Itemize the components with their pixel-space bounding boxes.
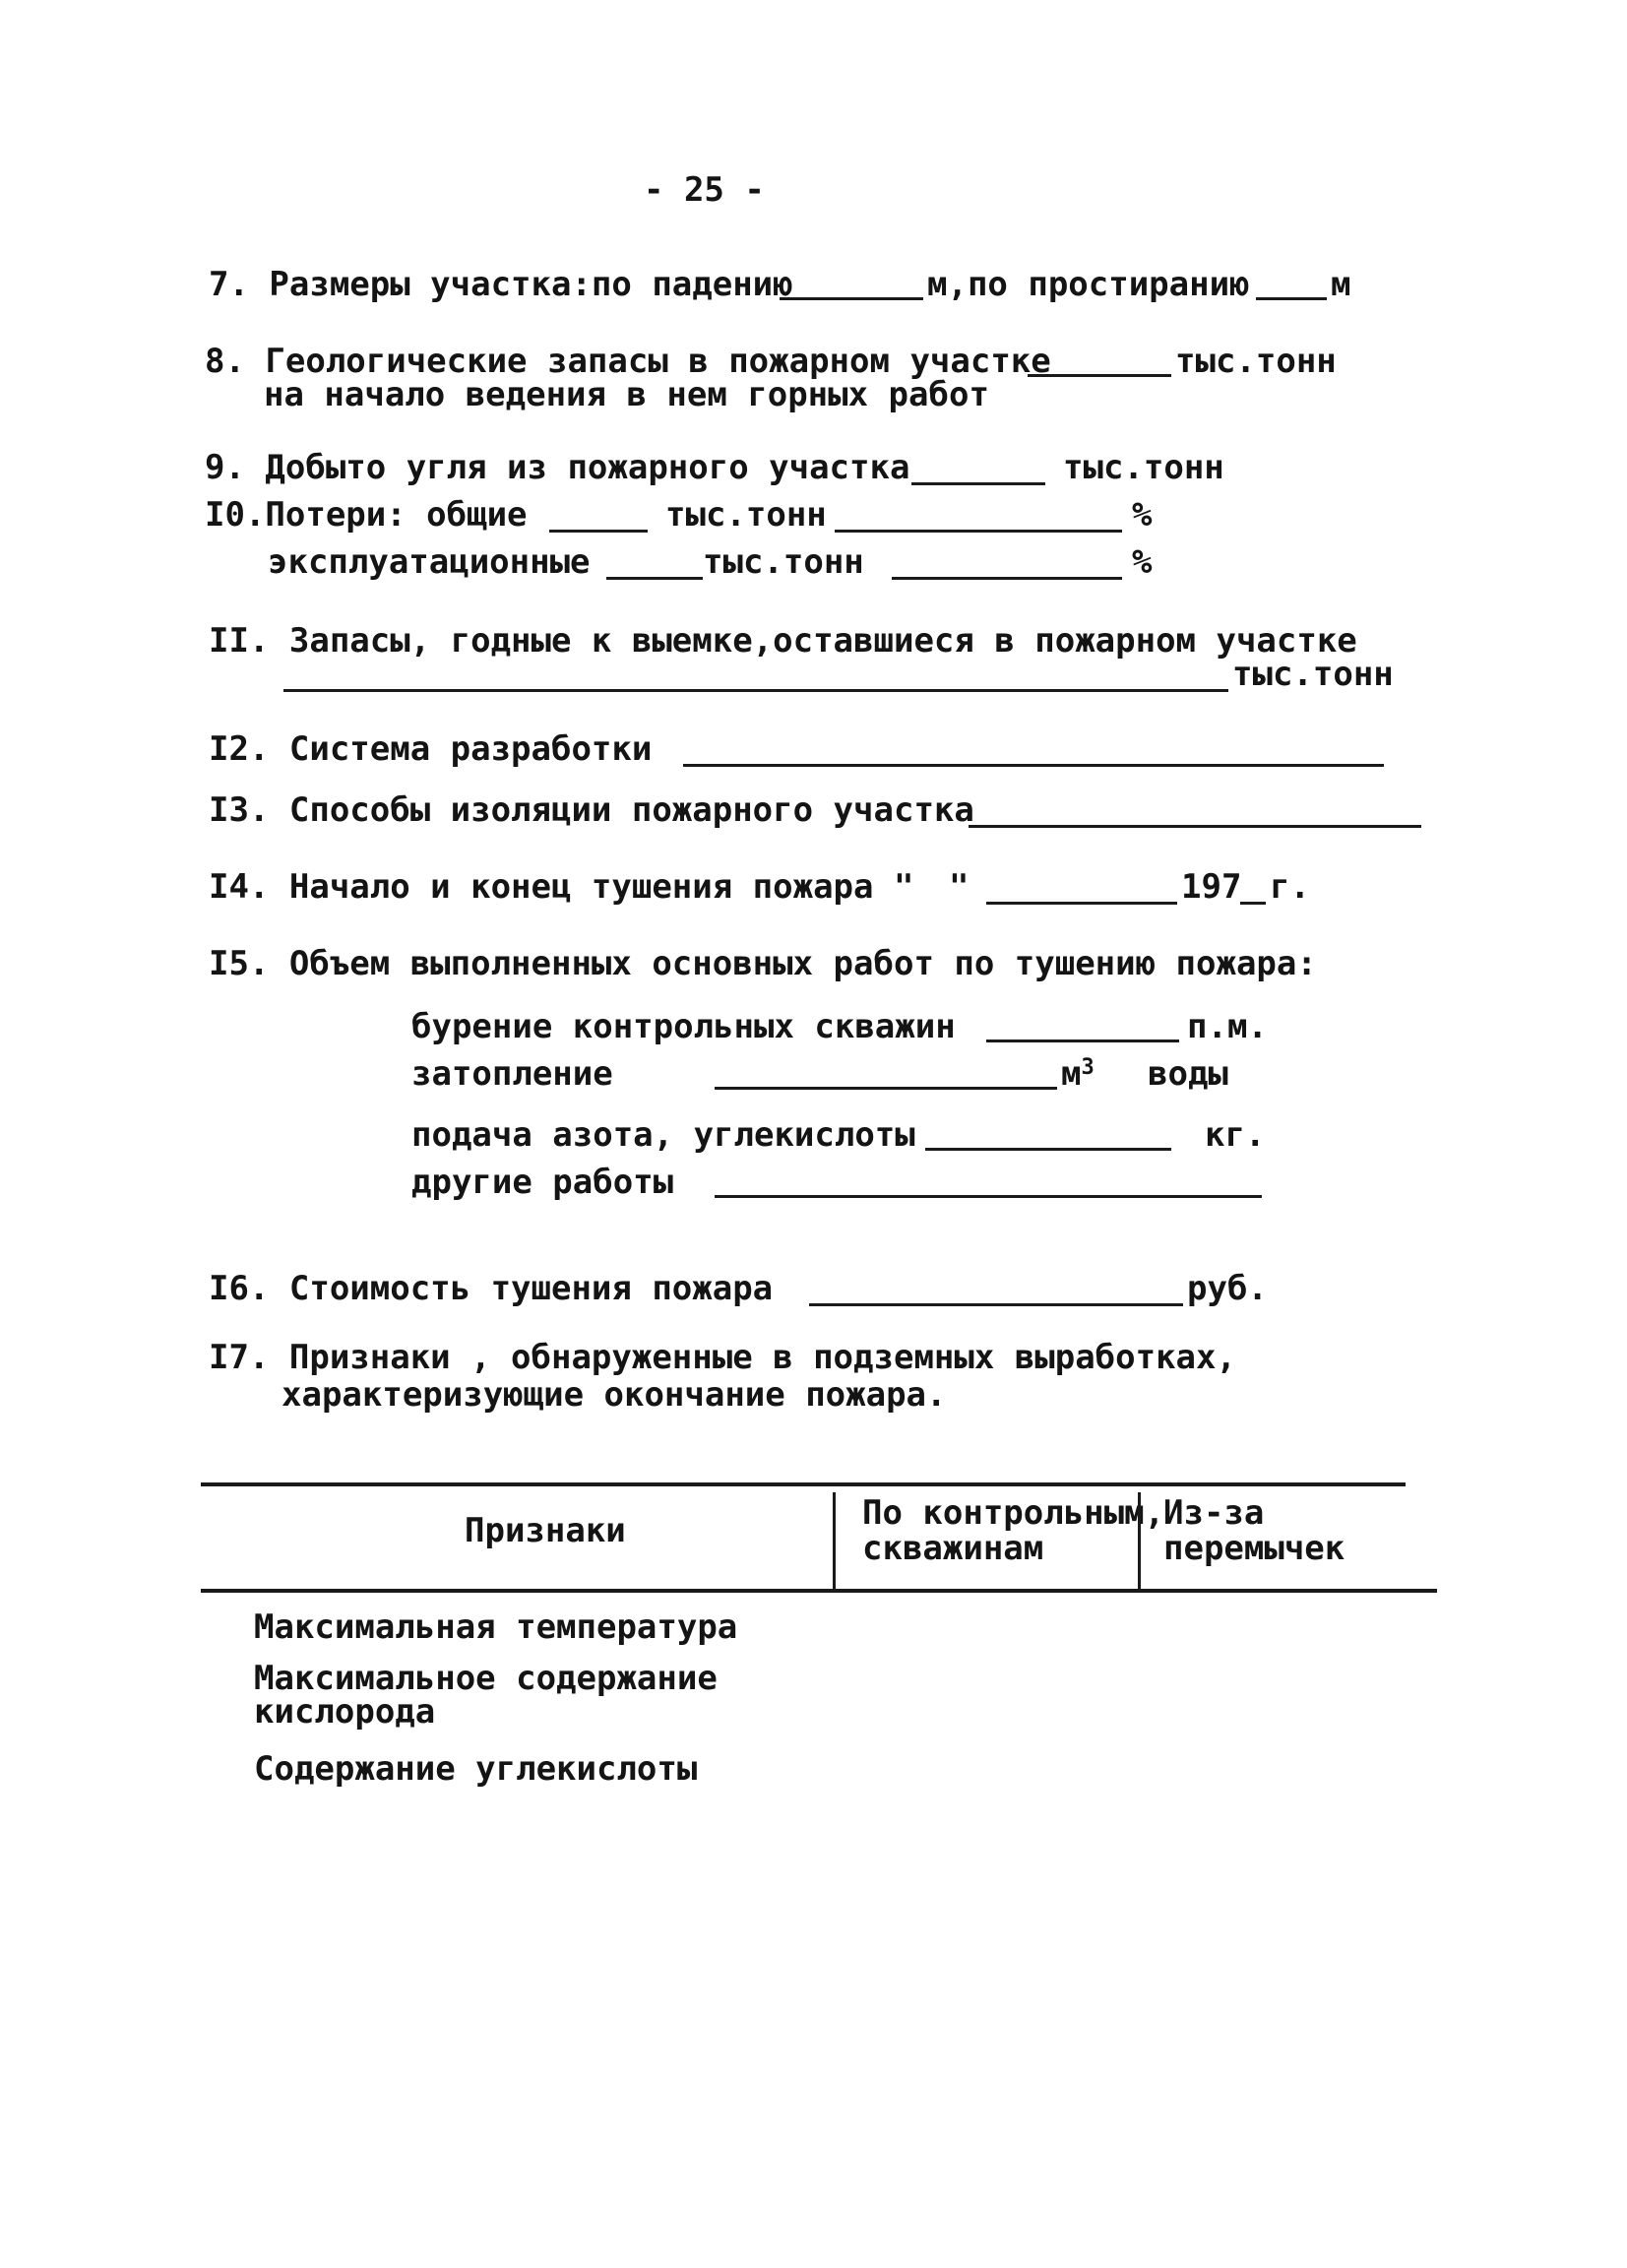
item-15-flooding-unit-m: м (1061, 1054, 1082, 1094)
item-8-unit: тыс.тонн (1175, 342, 1337, 381)
page-number: - 25 - (644, 170, 765, 210)
table-row-continued: кислорода (254, 1692, 436, 1732)
item-10-total-unit: тыс.тонн (665, 495, 827, 535)
item-10-operational-label: эксплуатационные (268, 542, 591, 582)
item-15-flooding-unit-exp: 3 (1081, 1055, 1095, 1080)
item-16-label: I6. Стоимость тушения пожара (209, 1269, 774, 1308)
table-header-jumpers-line-1: Из-за (1163, 1493, 1265, 1533)
item-12-label: I2. Система разработки (209, 729, 653, 769)
item-17-line-1: I7. Признаки , обнаруженные в подземных выработках, (209, 1338, 1236, 1377)
item-14-label: I4. Начало и конец тушения пожара " (209, 867, 914, 907)
table-row: Максимальная температура (254, 1607, 738, 1647)
item-9-label: 9. Добыто угля из пожарного участка (205, 448, 910, 487)
item-15-drilling-unit: п.м. (1187, 1007, 1268, 1046)
table-header-signs: Признаки (465, 1511, 626, 1550)
item-14-close-quote: " (949, 867, 970, 907)
table-col-divider-2 (1138, 1492, 1141, 1591)
item-15-gas-label: подача азота, углекислоты (411, 1115, 915, 1155)
item-14-year: 197 (1181, 867, 1242, 907)
item-10-operational-blank (606, 577, 703, 580)
item-15-other-label: другие работы (411, 1163, 674, 1202)
table-row: Содержание углекислоты (254, 1749, 698, 1789)
table-top-rule (201, 1482, 1406, 1486)
item-15-flooding-label: затопление (411, 1054, 613, 1094)
item-11-unit: тыс.тонн (1232, 655, 1394, 694)
item-11-label: II. Запасы, годные к выемке,оставшиеся в пожарном участке (209, 621, 1357, 661)
item-11-blank (283, 689, 1228, 692)
item-10-label: I0.Потери: общие (205, 495, 528, 535)
item-15-drilling-label: бурение контрольных скважин (411, 1007, 956, 1046)
item-7-strike-blank (1256, 297, 1327, 300)
table-header-jumpers-line-2: перемычек (1163, 1529, 1345, 1568)
item-17-line-2: характеризующие окончание пожара. (282, 1375, 947, 1415)
item-10-operational-pct-blank (892, 577, 1122, 580)
item-14-blank (986, 902, 1177, 905)
item-10-total-pct-blank (835, 530, 1122, 533)
item-15-gas-blank (925, 1148, 1171, 1151)
item-9-unit: тыс.тонн (1063, 448, 1224, 487)
item-7-unit-m: м (1331, 265, 1351, 304)
item-15-other-blank (715, 1195, 1262, 1198)
item-13-blank (969, 825, 1421, 828)
item-12-blank (683, 764, 1384, 767)
item-13-label: I3. Способы изоляции пожарного участка (209, 790, 974, 830)
item-16-unit: руб. (1187, 1269, 1268, 1308)
table-col-divider-1 (833, 1492, 836, 1591)
item-7-label: 7. Размеры участка:по падению (209, 265, 793, 304)
item-10-operational-pct: % (1132, 542, 1153, 582)
item-10-total-pct: % (1132, 495, 1153, 535)
item-14-year-unit: г. (1270, 867, 1310, 907)
item-14-year-blank (1240, 902, 1266, 905)
item-15-drilling-blank (986, 1040, 1179, 1042)
item-15-gas-unit: кг. (1205, 1115, 1266, 1155)
table-header-wells-line-1: По контрольным, (862, 1493, 1165, 1533)
item-9-blank (911, 482, 1045, 485)
item-10-operational-unit: тыс.тонн (703, 542, 864, 582)
item-10-total-blank (549, 530, 648, 533)
item-15-flooding-blank (715, 1087, 1057, 1090)
item-15-flooding-water: воды (1148, 1054, 1228, 1094)
table-header-wells-line-2: скважинам (862, 1529, 1044, 1568)
table-row: Максимальное содержание (254, 1659, 718, 1698)
item-8-line-1: 8. Геологические запасы в пожарном участке (205, 342, 1051, 381)
item-7-dip-blank (780, 297, 923, 300)
item-16-blank (809, 1303, 1183, 1306)
item-15-label: I5. Объем выполненных основных работ по тушению пожара: (209, 944, 1317, 983)
item-8-blank (1028, 374, 1171, 377)
item-8-line-2: на начало ведения в нем горных работ (264, 375, 989, 414)
item-7-unit-strike: м,по простиранию (927, 265, 1250, 304)
table-header-rule (201, 1589, 1437, 1593)
item-15-flooding-unit (1061, 1054, 1095, 1094)
